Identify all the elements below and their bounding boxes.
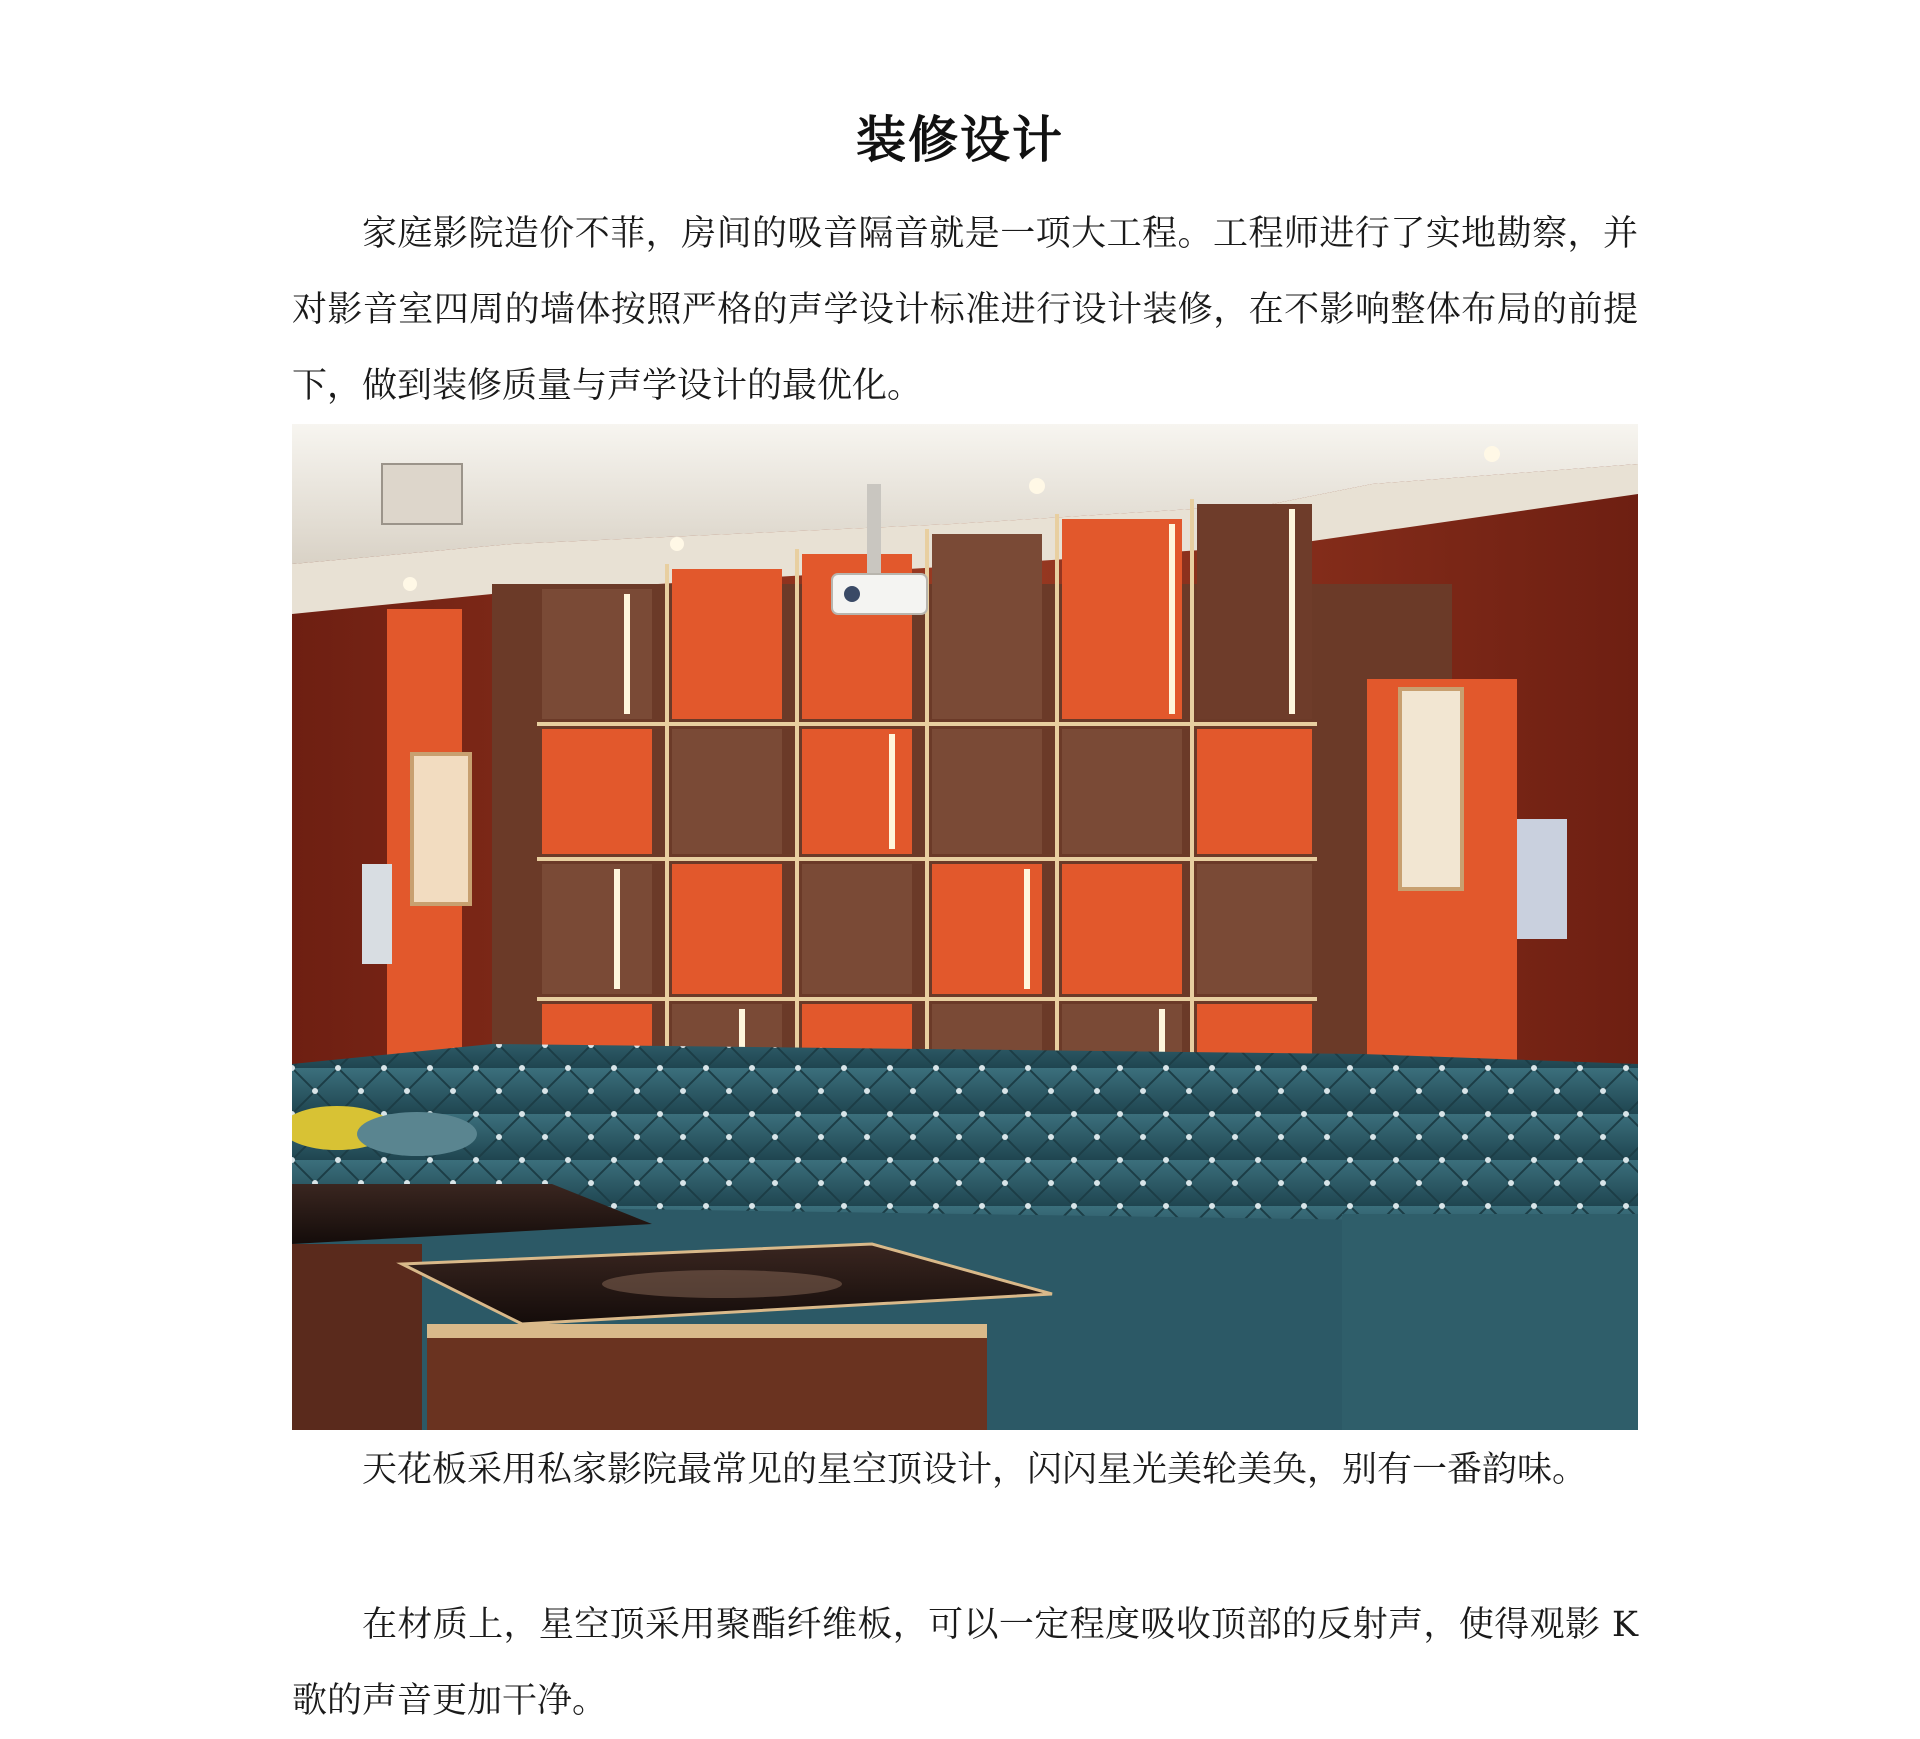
paragraph-material: 在材质上，星空顶采用聚酯纤维板，可以一定程度吸收顶部的反射声，使得观影 K 歌的声音更加干净。 [292,1605,1638,1721]
paragraph-intro: 家庭影院造价不菲，房间的吸音隔音就是一项大工程。工程师进行了实地勘察，并对影音室四周的墙体按照严格的声学设计标准进行设计装修，在不影响整体布局的前提下，做到装修质量与声学设计的最优化。 [292,214,1638,406]
paragraph-ceiling: 天花板采用私家影院最常见的星空顶设计，闪闪星光美轮美奂，别有一番韵味。 [362,1450,1588,1490]
home-theater-photo [292,424,1638,1430]
document-title: 装修设计 [856,111,1064,169]
home-theater-illustration [292,424,1638,1430]
